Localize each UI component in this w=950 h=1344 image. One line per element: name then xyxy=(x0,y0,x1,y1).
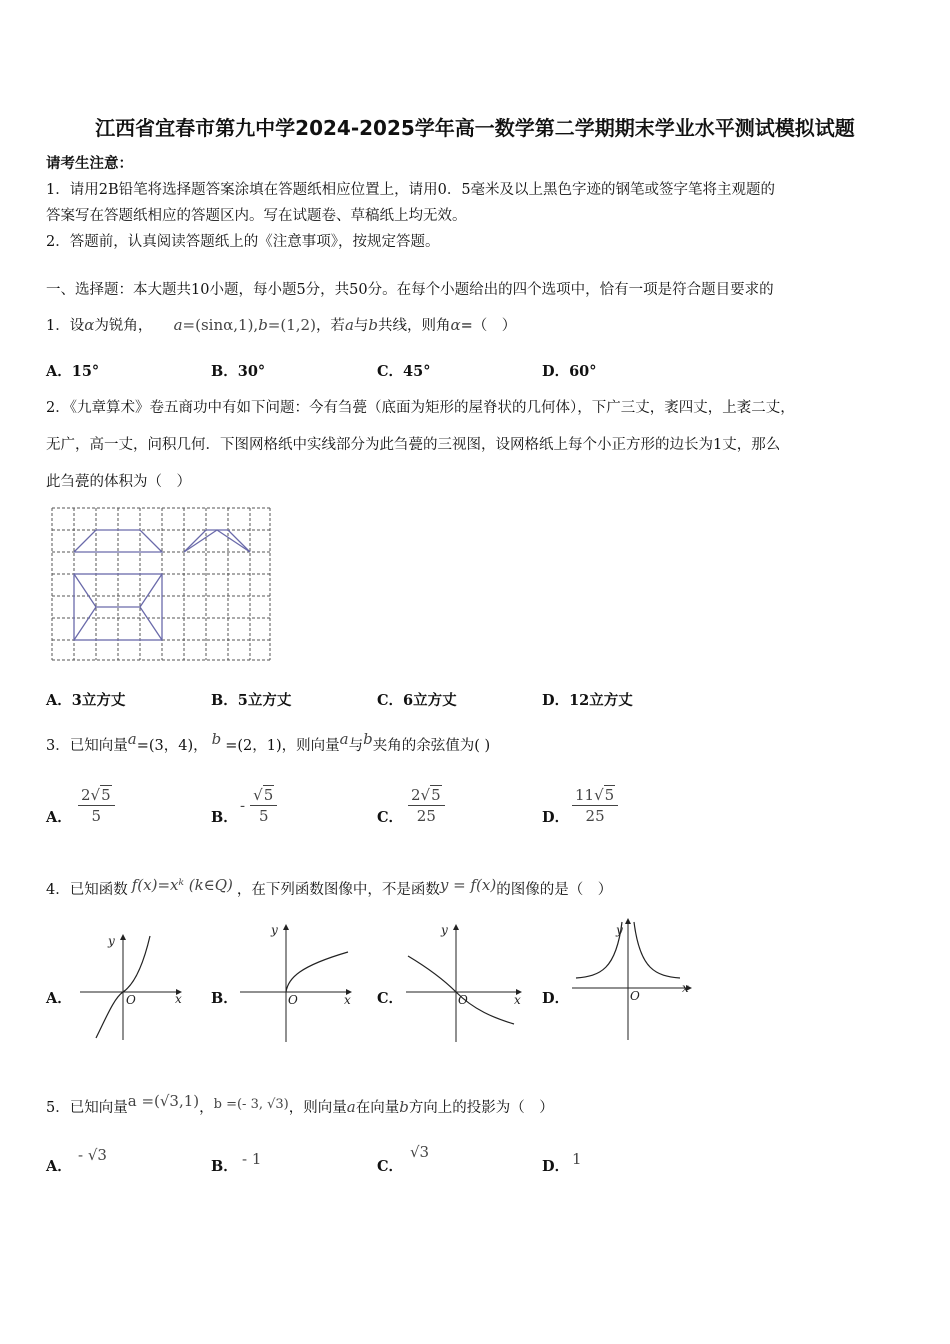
q1-text: 与 xyxy=(353,318,369,334)
q3-a: a xyxy=(339,730,349,748)
q1-vector-b-value: =(1,2) xyxy=(267,316,316,334)
q1-vector-b: b xyxy=(258,316,268,334)
top-view-right-edges xyxy=(140,574,162,640)
side-view xyxy=(184,530,250,552)
q5-vector-a: a =(√3,1) xyxy=(127,1092,200,1110)
q3-option-c-value[interactable]: $\frac{2√5}{25}$ xyxy=(408,786,445,825)
q3-text: =(3，4)， xyxy=(136,738,208,754)
section-header: 一、选择题：本大题共10小题，每小题5分，共50分。在每个小题给出的四个选项中，恰有一项是符合题目要求的 xyxy=(46,282,774,298)
q4-function-y: y = f(x) xyxy=(439,876,497,894)
axis-x-label: x xyxy=(682,981,689,995)
origin-label: O xyxy=(630,989,640,1003)
q4-text: 的图像的是（ ） xyxy=(496,882,613,898)
q4-graph-b[interactable] xyxy=(238,918,356,1046)
q1-text: 共线，则角 xyxy=(378,318,451,334)
q5-text: 5．已知向量 xyxy=(46,1100,128,1116)
q5-option-a-label[interactable]: A． xyxy=(46,1158,72,1175)
q4-option-a-label[interactable]: A． xyxy=(46,990,72,1007)
axis-y-label: y xyxy=(108,934,115,948)
q4-graph-a[interactable] xyxy=(76,930,186,1045)
page-title: 江西省宜春市第九中学2024-2025学年高一数学第二学期期末学业水平测试模拟试题 xyxy=(95,116,855,140)
q4-text: 4．已知函数 xyxy=(46,882,128,898)
q4-function: f(x)=xᵏ (k∈Q) xyxy=(131,876,233,894)
q5-text: 在向量 xyxy=(355,1100,400,1116)
q4-text: ，在下列函数图像中，不是函数 xyxy=(236,882,440,898)
q1-text: =（ ） xyxy=(460,318,517,334)
q5-option-d-value[interactable]: 1 xyxy=(572,1150,582,1168)
three-view-figure xyxy=(50,506,272,662)
question-3 xyxy=(46,730,491,755)
q3-text: 夹角的余弦值为( ) xyxy=(372,738,491,754)
notice-line-2: 答案写在答题纸相应的答题区内。写在试题卷、草稿纸上均无效。 xyxy=(46,208,467,224)
q5-text: ， xyxy=(199,1100,214,1116)
q1-b: b xyxy=(368,316,378,334)
side-view-roof xyxy=(184,530,250,552)
question-1 xyxy=(46,314,516,335)
top-view-left-edges xyxy=(74,574,96,640)
q2-option-a[interactable]: A．3立方丈 xyxy=(46,692,126,709)
q3-option-a-label[interactable]: A． xyxy=(46,809,72,826)
q1-option-b[interactable]: B．30° xyxy=(211,363,266,380)
q1-vector-a-value: =(sinα,1), xyxy=(182,316,259,334)
axis-y-label: y xyxy=(616,923,623,937)
three-view-outlines xyxy=(74,530,250,640)
q2-option-b[interactable]: B．5立方丈 xyxy=(211,692,292,709)
axis-y-label: y xyxy=(271,923,278,937)
origin-label: O xyxy=(288,993,298,1007)
q5-option-a-value[interactable]: - √3 xyxy=(78,1146,107,1164)
q2-option-c[interactable]: C．6立方丈 xyxy=(377,692,457,709)
q3-option-d-value[interactable]: $\frac{11√5}{25}$ xyxy=(572,786,618,825)
question-4 xyxy=(46,878,612,899)
q5-option-c-value[interactable]: √3 xyxy=(410,1143,430,1161)
q3-option-b-label[interactable]: B． xyxy=(211,809,238,826)
question-5 xyxy=(46,1092,554,1117)
q1-a: a xyxy=(344,316,354,334)
q5-a: a xyxy=(346,1098,356,1116)
q5-option-d-label[interactable]: D． xyxy=(542,1158,570,1175)
axis-x-label: x xyxy=(175,992,182,1006)
q1-option-d[interactable]: D．60° xyxy=(542,363,597,380)
q1-option-c[interactable]: C．45° xyxy=(377,363,431,380)
q5-b: b xyxy=(399,1098,409,1116)
grid-lines xyxy=(52,508,270,660)
q1-option-a[interactable]: A．15° xyxy=(46,363,100,380)
notice-line-3: 2．答题前，认真阅读答题纸上的《注意事项》，按规定答题。 xyxy=(46,234,440,250)
q5-option-b-value[interactable]: - 1 xyxy=(242,1150,262,1168)
q2-line-2: 无广，高一丈，问积几何．下图网格纸中实线部分为此刍甍的三视图，设网格纸上每个小正方形的边长为1丈，那么 xyxy=(46,437,781,453)
q3-a: a xyxy=(127,730,137,748)
q4-graph-d[interactable] xyxy=(570,912,698,1044)
axis-y-label: y xyxy=(441,923,448,937)
q5-option-b-label[interactable]: B． xyxy=(211,1158,238,1175)
q3-text: 3．已知向量 xyxy=(46,738,128,754)
q1-text: 1．设 xyxy=(46,318,85,334)
q2-line-1: 2．《九章算术》卷五商功中有如下问题：今有刍甍（底面为矩形的屋脊状的几何体），下广三丈，袤四丈，上袤二丈， xyxy=(46,400,795,416)
q3-b: b xyxy=(363,730,373,748)
q5-option-c-label[interactable]: C． xyxy=(377,1158,404,1175)
q3-option-d-label[interactable]: D． xyxy=(542,809,570,826)
notice-heading: 请考生注意： xyxy=(46,155,133,172)
q2-line-3: 此刍甍的体积为（ ） xyxy=(46,474,191,490)
q1-alpha: α xyxy=(450,316,461,334)
q5-vector-b: b =(- 3, √3) xyxy=(213,1097,289,1112)
origin-label: O xyxy=(458,993,468,1007)
q1-vector-a: a xyxy=(173,316,183,334)
q4-graph-c[interactable] xyxy=(404,918,526,1046)
q1-text: ，若 xyxy=(315,318,345,334)
axis-x-label: x xyxy=(514,993,521,1007)
q2-option-d[interactable]: D．12立方丈 xyxy=(542,692,633,709)
q3-option-b-value[interactable]: - $\frac{√5}{5}$ xyxy=(240,786,277,825)
q3-option-a-value[interactable]: $\frac{2√5}{5}$ xyxy=(78,786,115,825)
q1-alpha: α xyxy=(84,316,95,334)
q3-text: 与 xyxy=(348,738,364,754)
q3-option-c-label[interactable]: C． xyxy=(377,809,404,826)
q5-text: 方向上的投影为（ ） xyxy=(408,1100,554,1116)
q3-text: =(2，1)，则向量 xyxy=(225,738,340,754)
q3-b: b xyxy=(211,730,222,748)
q4-option-b-label[interactable]: B． xyxy=(211,990,238,1007)
q5-text: ，则向量 xyxy=(288,1100,347,1116)
axis-x-label: x xyxy=(344,993,351,1007)
q4-option-d-label[interactable]: D． xyxy=(542,990,570,1007)
q1-text: 为锐角， xyxy=(94,318,153,334)
notice-line-1: 1．请用2B铅笔将选择题答案涂填在答题纸相应位置上，请用0．5毫米及以上黑色字迹的钢笔或签字笔将主观题的 xyxy=(46,182,776,198)
origin-label: O xyxy=(126,993,136,1007)
q4-option-c-label[interactable]: C． xyxy=(377,990,404,1007)
